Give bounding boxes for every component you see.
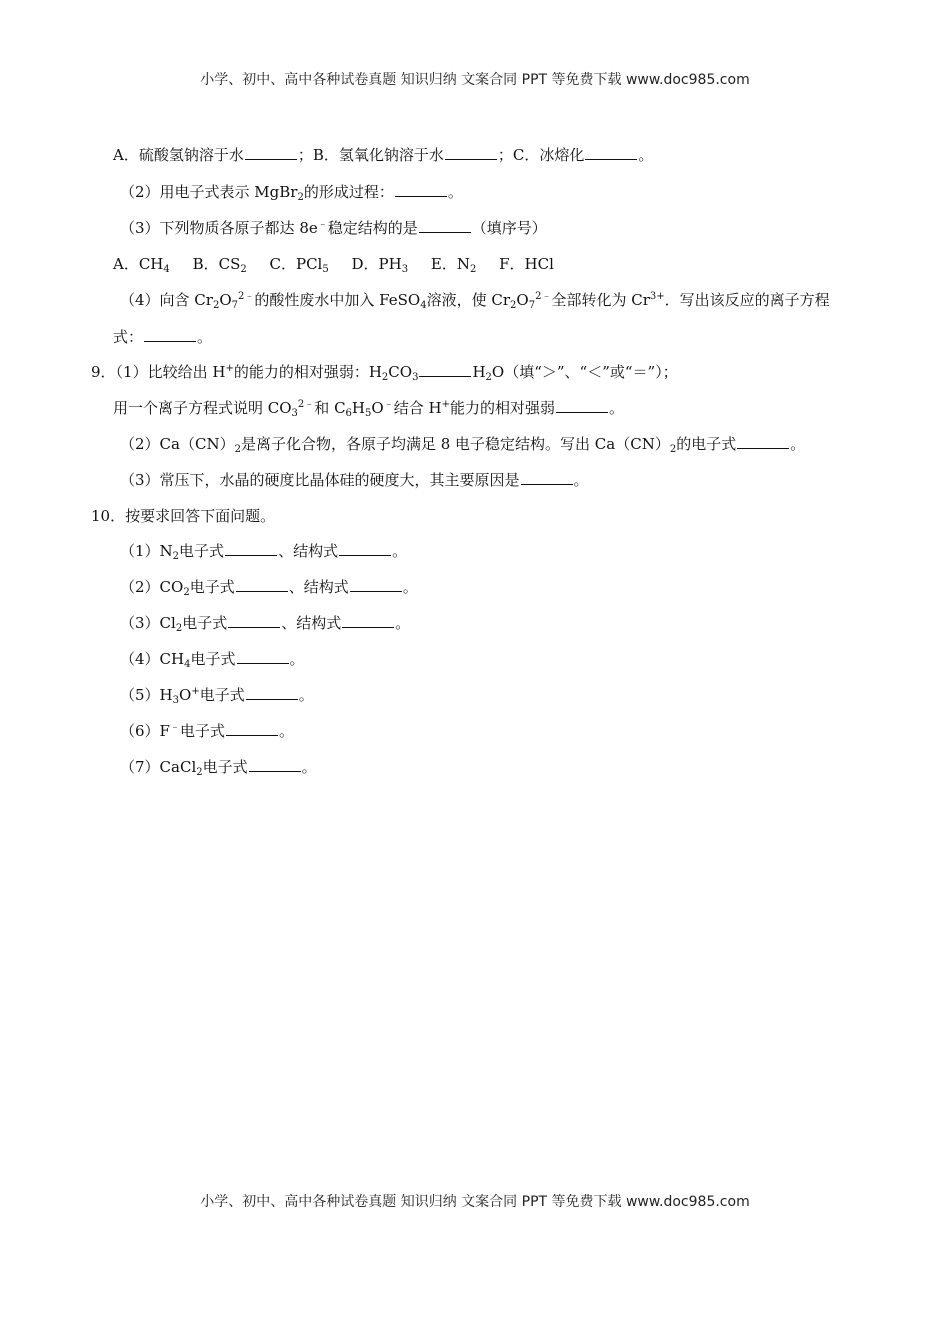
text-fragment: 。 — [573, 471, 589, 489]
text-fragment: O — [371, 399, 384, 417]
subscript: 2 — [172, 551, 180, 562]
text-fragment: 电子式 — [202, 758, 248, 776]
q10-item-2 — [120, 577, 418, 597]
answer-blank[interactable] — [225, 541, 277, 556]
q8-line-2 — [120, 182, 463, 202]
text-fragment: 的电子式 — [676, 435, 737, 453]
subscript: 5 — [365, 408, 372, 419]
text-fragment: 用一个离子方程式说明 CO — [113, 399, 292, 417]
subscript: 2 — [183, 587, 190, 598]
subscript: 2 — [669, 444, 677, 455]
subscript: 6 — [345, 408, 352, 419]
subscript: 2 — [381, 372, 389, 383]
text-fragment: 电子式 — [189, 578, 235, 596]
text-fragment: 的形成过程： — [303, 183, 394, 201]
answer-blank[interactable] — [556, 398, 608, 413]
answer-blank[interactable] — [237, 649, 289, 664]
text-fragment: （2）用电子式表示 MgBr — [120, 183, 298, 201]
text-fragment: （3）Cl — [120, 614, 176, 632]
subscript: 4 — [163, 264, 170, 275]
q10-item-3 — [120, 613, 410, 633]
text-fragment: （填序号） — [471, 219, 547, 237]
text-fragment: 。 — [197, 328, 213, 346]
q9-line-3 — [120, 434, 805, 454]
q8-line-6 — [113, 327, 212, 347]
superscript: + — [441, 399, 450, 410]
subscript: 3 — [412, 372, 419, 383]
text-fragment: A．CH — [113, 255, 164, 273]
subscript: 2 — [196, 767, 203, 778]
text-fragment: D．PH — [351, 255, 402, 273]
text-fragment: 式： — [113, 328, 144, 346]
superscript: 2﹣ — [297, 399, 315, 410]
subscript: 2 — [469, 264, 477, 275]
q9-line-2 — [113, 398, 624, 418]
text-fragment: CO — [388, 363, 413, 381]
text-fragment: 的能力的相对强弱：H — [233, 363, 382, 381]
text-fragment: 、结构式 — [278, 542, 339, 560]
option-f — [499, 255, 554, 273]
subscript: 2 — [297, 192, 304, 203]
answer-blank[interactable] — [737, 434, 789, 449]
text-fragment: 。 — [289, 650, 305, 668]
text-fragment: （3）常压下，水晶的硬度比晶体硅的硬度大，其主要原因是 — [120, 471, 520, 489]
text-fragment: 。 — [392, 542, 408, 560]
superscript: ﹣ — [169, 722, 180, 733]
text-fragment: 是离子化合物，各原子均满足 8 电子稳定结构。写出 Ca（CN） — [240, 435, 670, 453]
page-header: 小学、初中、高中各种试卷真题 知识归纳 文案合同 PPT 等免费下载 www.doc985.com — [200, 72, 750, 88]
text-fragment: 结合 H — [393, 399, 442, 417]
subscript: 2 — [234, 444, 241, 455]
answer-blank[interactable] — [226, 721, 278, 736]
superscript: + — [191, 686, 200, 697]
text-fragment: （4）CH — [120, 650, 185, 668]
subscript: 2 — [175, 623, 183, 634]
text-fragment: 。 — [638, 146, 654, 164]
text-fragment: 。 — [402, 578, 418, 596]
answer-blank[interactable] — [245, 145, 297, 160]
q10-title: 10．按要求回答下面问题。 — [91, 507, 276, 525]
text-fragment: ．写出该反应的离子方程 — [664, 291, 830, 309]
text-fragment: （2）Ca（CN） — [120, 435, 235, 453]
text-fragment: 。 — [298, 686, 314, 704]
text-fragment: 电子式 — [179, 542, 225, 560]
subscript: 2 — [510, 300, 517, 311]
q10-item-4 — [120, 649, 305, 669]
text-fragment: A．硫酸氢钠溶于水 — [113, 146, 244, 164]
page-footer: 小学、初中、高中各种试卷真题 知识归纳 文案合同 PPT 等免费下载 www.doc985.com — [200, 1194, 750, 1210]
text-fragment: 和 C — [314, 399, 346, 417]
text-fragment: C．PCl — [269, 255, 323, 273]
answer-blank[interactable] — [395, 182, 447, 197]
q10-item-6 — [120, 721, 294, 741]
subscript: 3 — [401, 264, 409, 275]
q8-line-5 — [120, 290, 830, 310]
text-fragment: （1）N — [120, 542, 173, 560]
text-fragment: （3）下列物质各原子都达 8e — [120, 219, 318, 237]
option-b — [193, 255, 247, 273]
text-fragment: 溶液，使 Cr — [426, 291, 511, 309]
text-fragment: H — [472, 363, 486, 381]
subscript: 7 — [231, 300, 239, 311]
text-fragment: 电子式 — [179, 722, 225, 740]
text-fragment: 电子式 — [182, 614, 228, 632]
answer-blank[interactable] — [246, 685, 298, 700]
q9-line-4 — [120, 470, 589, 490]
text-fragment: 电子式 — [190, 650, 236, 668]
subscript: 2 — [240, 264, 247, 275]
answer-blank[interactable] — [419, 218, 471, 233]
superscript: 2﹣ — [535, 291, 552, 302]
answer-blank[interactable] — [342, 613, 394, 628]
subscript: 3 — [172, 695, 179, 706]
option-e — [431, 255, 476, 273]
text-fragment: 能力的相对强弱 — [449, 399, 555, 417]
subscript: 7 — [528, 300, 536, 311]
subscript: 2 — [212, 300, 220, 311]
text-fragment: 、结构式 — [288, 578, 349, 596]
q9-line-1 — [91, 362, 678, 382]
superscript: + — [225, 363, 234, 374]
superscript: 3+ — [649, 291, 665, 302]
text-fragment: 、结构式 — [281, 614, 342, 632]
text-fragment: 。 — [278, 722, 294, 740]
text-fragment: B．CS — [192, 255, 241, 273]
text-fragment: O — [219, 291, 232, 309]
answer-blank[interactable] — [339, 541, 391, 556]
answer-blank[interactable] — [236, 577, 288, 592]
option-a — [113, 255, 170, 273]
answer-blank[interactable] — [585, 145, 637, 160]
answer-blank[interactable] — [228, 613, 280, 628]
text-fragment: O — [179, 686, 192, 704]
superscript: 2﹣ — [238, 291, 255, 302]
text-fragment: （5）H — [120, 686, 173, 704]
text-fragment: （4）向含 Cr — [120, 291, 213, 309]
q10-item-5 — [120, 685, 314, 705]
text-fragment: （6）F — [120, 722, 170, 740]
text-fragment: O — [516, 291, 529, 309]
answer-blank[interactable] — [144, 327, 196, 342]
text-fragment: 全部转化为 Cr — [551, 291, 650, 309]
text-fragment: E．N — [430, 255, 470, 273]
text-fragment: ；C．冰熔化 — [497, 146, 585, 164]
answer-blank[interactable] — [445, 145, 497, 160]
subscript: 4 — [184, 659, 191, 670]
text-fragment: 。 — [790, 435, 806, 453]
text-fragment: H — [351, 399, 366, 417]
text-fragment: 稳定结构的是 — [327, 219, 418, 237]
text-fragment: （7）CaCl — [120, 758, 197, 776]
text-fragment: ；B．氢氧化钠溶于水 — [297, 146, 444, 164]
superscript: ﹣ — [317, 219, 328, 230]
text-fragment: 。 — [301, 758, 317, 776]
text-fragment: 。 — [608, 399, 624, 417]
answer-blank[interactable] — [249, 757, 301, 772]
text-fragment: 。 — [447, 183, 463, 201]
answer-blank[interactable] — [521, 470, 573, 485]
subscript: 5 — [322, 264, 329, 275]
answer-blank[interactable] — [350, 577, 402, 592]
q10-item-7 — [120, 757, 317, 777]
answer-blank[interactable] — [419, 362, 471, 377]
text-fragment: O（填“＞”、“＜”或“＝”）； — [491, 363, 678, 381]
option-d — [352, 255, 409, 273]
q8-line-3 — [120, 218, 547, 238]
text-fragment: 。 — [395, 614, 411, 632]
subscript: 2 — [485, 372, 492, 383]
superscript: ﹣ — [383, 399, 394, 410]
text-fragment: 的酸性废水中加入 FeSO — [254, 291, 421, 309]
text-fragment: 9．（1）比较给出 H — [91, 363, 226, 381]
text-fragment: F．HCl — [499, 255, 554, 273]
q10-item-1 — [120, 541, 407, 561]
subscript: 3 — [291, 408, 298, 419]
subscript: 4 — [420, 300, 427, 311]
text-fragment: 电子式 — [199, 686, 245, 704]
text-fragment: （2）CO — [120, 578, 184, 596]
q8-options — [113, 254, 554, 274]
option-c — [270, 255, 329, 273]
q8-line-1 — [113, 145, 653, 165]
